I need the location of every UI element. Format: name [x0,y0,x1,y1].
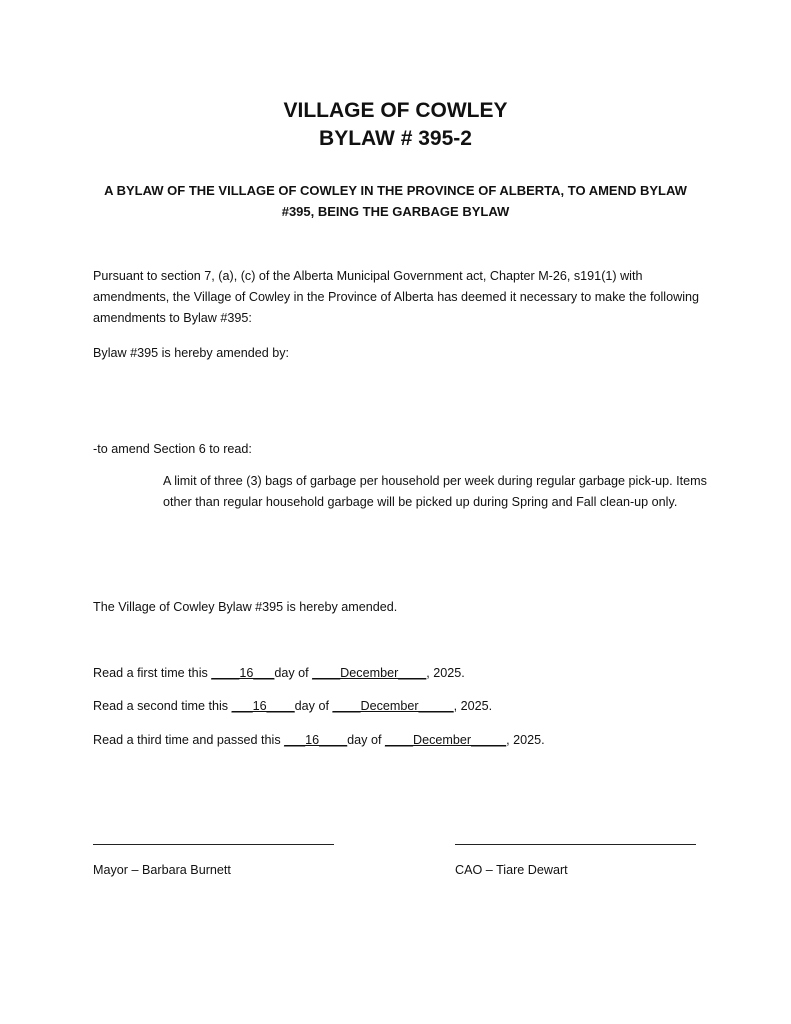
cao-signature-line [455,844,696,845]
reading-month: ____December_____ [384,733,507,747]
mayor-signature-line [93,844,334,845]
reading-month: ____December_____ [332,699,454,713]
first-reading [93,663,713,684]
document-title: VILLAGE OF COWLEY [283,99,508,122]
bylaw-number: BYLAW # 395-2 [319,127,472,150]
reading-prefix: Read a second time this [93,699,232,713]
section-amend-text: -to amend Section 6 to read: [93,442,252,456]
second-reading [93,696,713,717]
final-statement: The Village of Cowley Bylaw #395 is hereby amended. [93,600,398,614]
reading-year: , 2025. [506,733,545,747]
reading-day: ____16___ [211,666,275,680]
section-6-text: A limit of three (3) bags of garbage per household per week during regular garbage pick-up. Items other than regular household garbage will be picked up during Spring and Fall clean-up only. [163,474,707,509]
intro-paragraph: Pursuant to section 7, (a), (c) of the Alberta Municipal Government act, Chapter M-26, s191(1) with amendments, the Village of Cowley in the Province of Alberta has deemed it necessary to make the following amendments to Bylaw #395: [93,269,699,325]
cao-signature-name: CAO – Tiare Dewart [455,863,568,877]
reading-mid: day of [294,699,333,713]
reading-day: ___16____ [231,699,295,713]
mayor-signature-name: Mayor – Barbara Burnett [93,863,231,877]
third-reading [93,730,713,751]
reading-prefix: Read a third time and passed this [93,733,285,747]
reading-prefix: Read a first time this [93,666,212,680]
reading-year: , 2025. [426,666,465,680]
reading-year: , 2025. [453,699,493,713]
bylaw-subtitle: A BYLAW OF THE VILLAGE OF COWLEY IN THE PROVINCE OF ALBERTA, TO AMEND BYLAW #395, BEING THE GARBAGE BYLAW [104,183,687,219]
reading-mid: day of [274,666,313,680]
reading-month: ____December____ [312,666,427,680]
reading-mid: day of [347,733,385,747]
amended-by-text: Bylaw #395 is hereby amended by: [93,346,290,360]
reading-day: ___16____ [284,733,348,747]
